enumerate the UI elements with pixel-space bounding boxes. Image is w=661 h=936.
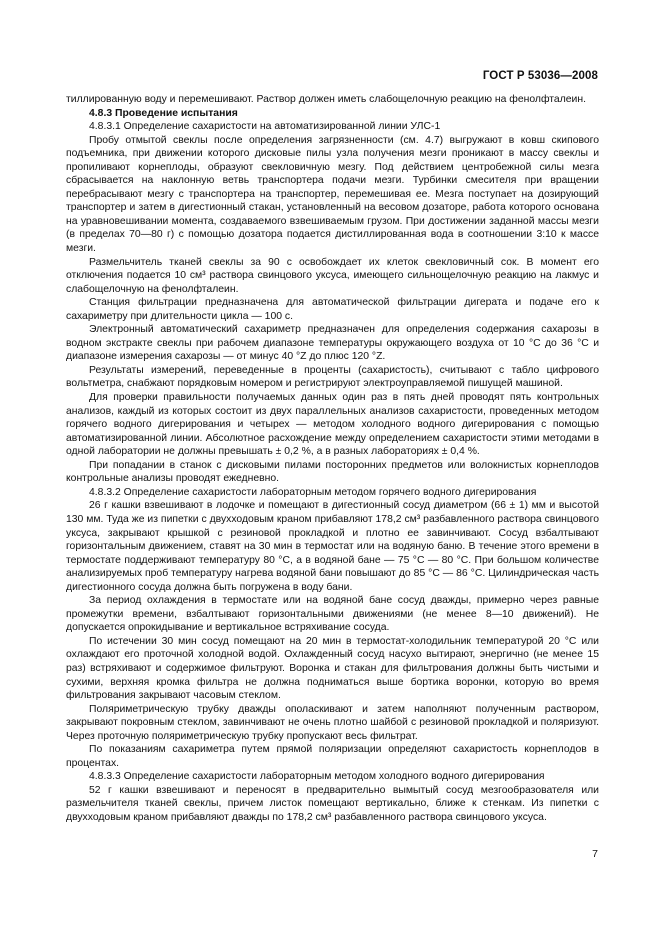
paragraph: Электронный автоматический сахариметр предназначен для определения содержания сахарозы в водном экстракте свеклы при рабочем диапазоне температуры окружающего воздуха от 10 °С до 36 °С и диапазоне измерения сахарозы — от минус 40 °Z до плюс 120 °Z. (66, 324, 599, 363)
document-body (66, 93, 599, 825)
paragraph: Станция фильтрации предназначена для автоматической фильтрации дигерата и подаче его к сахариметру при длительности цикла — 100 с. (66, 297, 599, 322)
subsection-heading-4-8-3-2: 4.8.3.2 Определение сахаристости лабораторным методом горячего водного дигерирования (89, 486, 537, 498)
paragraph: По показаниям сахариметра путем прямой поляризации определяют сахаристость корнеплодов в процентах. (66, 744, 599, 769)
paragraph: Размельчитель тканей свеклы за 90 с освобождает их клеток свекловичный сок. В момент его отключения подается 10 см³ раствора свинцового уксуса, имеющего сильнощелочную реакцию на лакмус и слабощелочную на фенолфталеин. (66, 256, 599, 295)
page-number: 7 (592, 848, 598, 860)
subsection-heading-4-8-3-3: 4.8.3.3 Определение сахаристости лабораторным методом холодного водного дигерирования (89, 771, 545, 783)
paragraph: За период охлаждения в термостате или на водяной бане сосуд дважды, примерно через равные промежутки времени, взбалтывают горизонтальными движениями (не менее 8—10 движений). Не допускается опрокидывание и вертикальное встряхивание сосуда. (66, 595, 599, 634)
paragraph: 52 г кашки взвешивают и переносят в предварительно вымытый сосуд мезгообразователя или размельчителя тканей свеклы, причем листок помещают вертикально, ближе к стенкам. Из пипетки с двухходовым краном прибавляют дважды по 178,2 см³ разбавленного раствора свинцового уксуса. (66, 784, 599, 823)
paragraph: Поляриметрическую трубку дважды ополаскивают и затем наполняют полученным раствором, закрывают покровным стеклом, завинчивают не очень плотно шайбой с резиновой прокладкой и поляризуют. Через проточную поляриметрическую трубку пропускают весь фильтрат. (66, 703, 599, 742)
paragraph: По истечении 30 мин сосуд помещают на 20 мин в термостат-холодильник температурой 20 °С или охлаждают его проточной холодной водой. Охлажденный сосуд насухо вытирают, энергично (не менее 15 раз) встряхивают и содержимое фильтруют. Воронка и стакан для фильтрования должны быть чистыми и сухими, верхняя кромка фильтра не должна подниматься выше бортика воронки, которую во время фильтрования закрывают часовым стеклом. (66, 635, 599, 702)
section-heading-4-8-3: 4.8.3 Проведение испытания (89, 107, 238, 119)
paragraph: Результаты измерений, переведенные в проценты (сахаристость), считывают с табло цифрового вольтметра, снабжают порядковым номером и регистрируют электроуправляемой пишущей машиной. (66, 364, 599, 390)
paragraph: При попадании в станок с дисковыми пилами посторонних предметов или волокнистых корнеплодов контрольные анализы проводят ежедневно. (66, 459, 599, 485)
document-header: ГОСТ Р 53036—2008 (482, 70, 598, 82)
paragraph: Для проверки правильности получаемых данных один раз в пять дней проводят пять контрольных анализов, каждый из которых состоит из двух параллельных анализов сахаристости, проведенных методом горячего водного дигерирования и четырех — методом холодного водного дигерирования с помощью автоматизированной линии. Абсолютное расхождение между определением сахаристости этими методами в одной лаборатории не должны превышать ± 0,2 %, а в разных лабораториях ± 0,4 %. (66, 392, 599, 458)
paragraph: 26 г кашки взвешивают в лодочке и помещают в дигестионный сосуд диаметром (66 ± 1) мм и высотой 130 мм. Туда же из пипетки с двухходовым краном прибавляют 178,2 см³ разбавленного раствора свинцового уксуса, закрывают крышкой с резиновой прокладкой и плотно ее завинчивают. Сосуд взбалтывают горизонтальным движением, ставят на 30 мин в термостат или на водяную баню. В течение этого времени в термостате поддерживают температуру 80 °С, а в водяной бане — 75 °С — 80 °С. При большом количестве анализируемых проб температуру нагрева водяной бани повышают до 85 °С — 86 °С. Цилиндрическая часть дигестионного сосуда должна быть погружена в воду бани. (66, 500, 599, 593)
paragraph: Пробу отмытой свеклы после определения загрязненности (см. 4.7) выгружают в ковш скипового подъемника, при движении которого дисковые пилы узла получения мезги проникают в массу свеклы и пропиливают корнеплоды, образуют свекловичную мезгу. Под действием центробежной силы мезга сбрасывается на наклонную ветвь транспортера подачи мезги. Турбинки смесителя при вращении перебрасывают мезгу с транспортера на транспортер, перемешивая ее. Мезга поступает на дозирующий транспортер и затем в дигестионный стакан, установленный на весовом дозаторе, работа которого основана на уравновешивании момента, создаваемого взвешиваемым грузом. При достижении заданной массы мезги (в пределах 70—80 г) с помощью дозатора подается дистиллированная вода в соотношении 3:10 к массе мезги. (66, 134, 599, 255)
paragraph-continuation: тиллированную воду и перемешивают. Раствор должен иметь слабощелочную реакцию на фенолфталеин. (66, 94, 586, 105)
subsection-heading-4-8-3-1: 4.8.3.1 Определение сахаристости на автоматизированной линии УЛС-1 (89, 121, 441, 133)
